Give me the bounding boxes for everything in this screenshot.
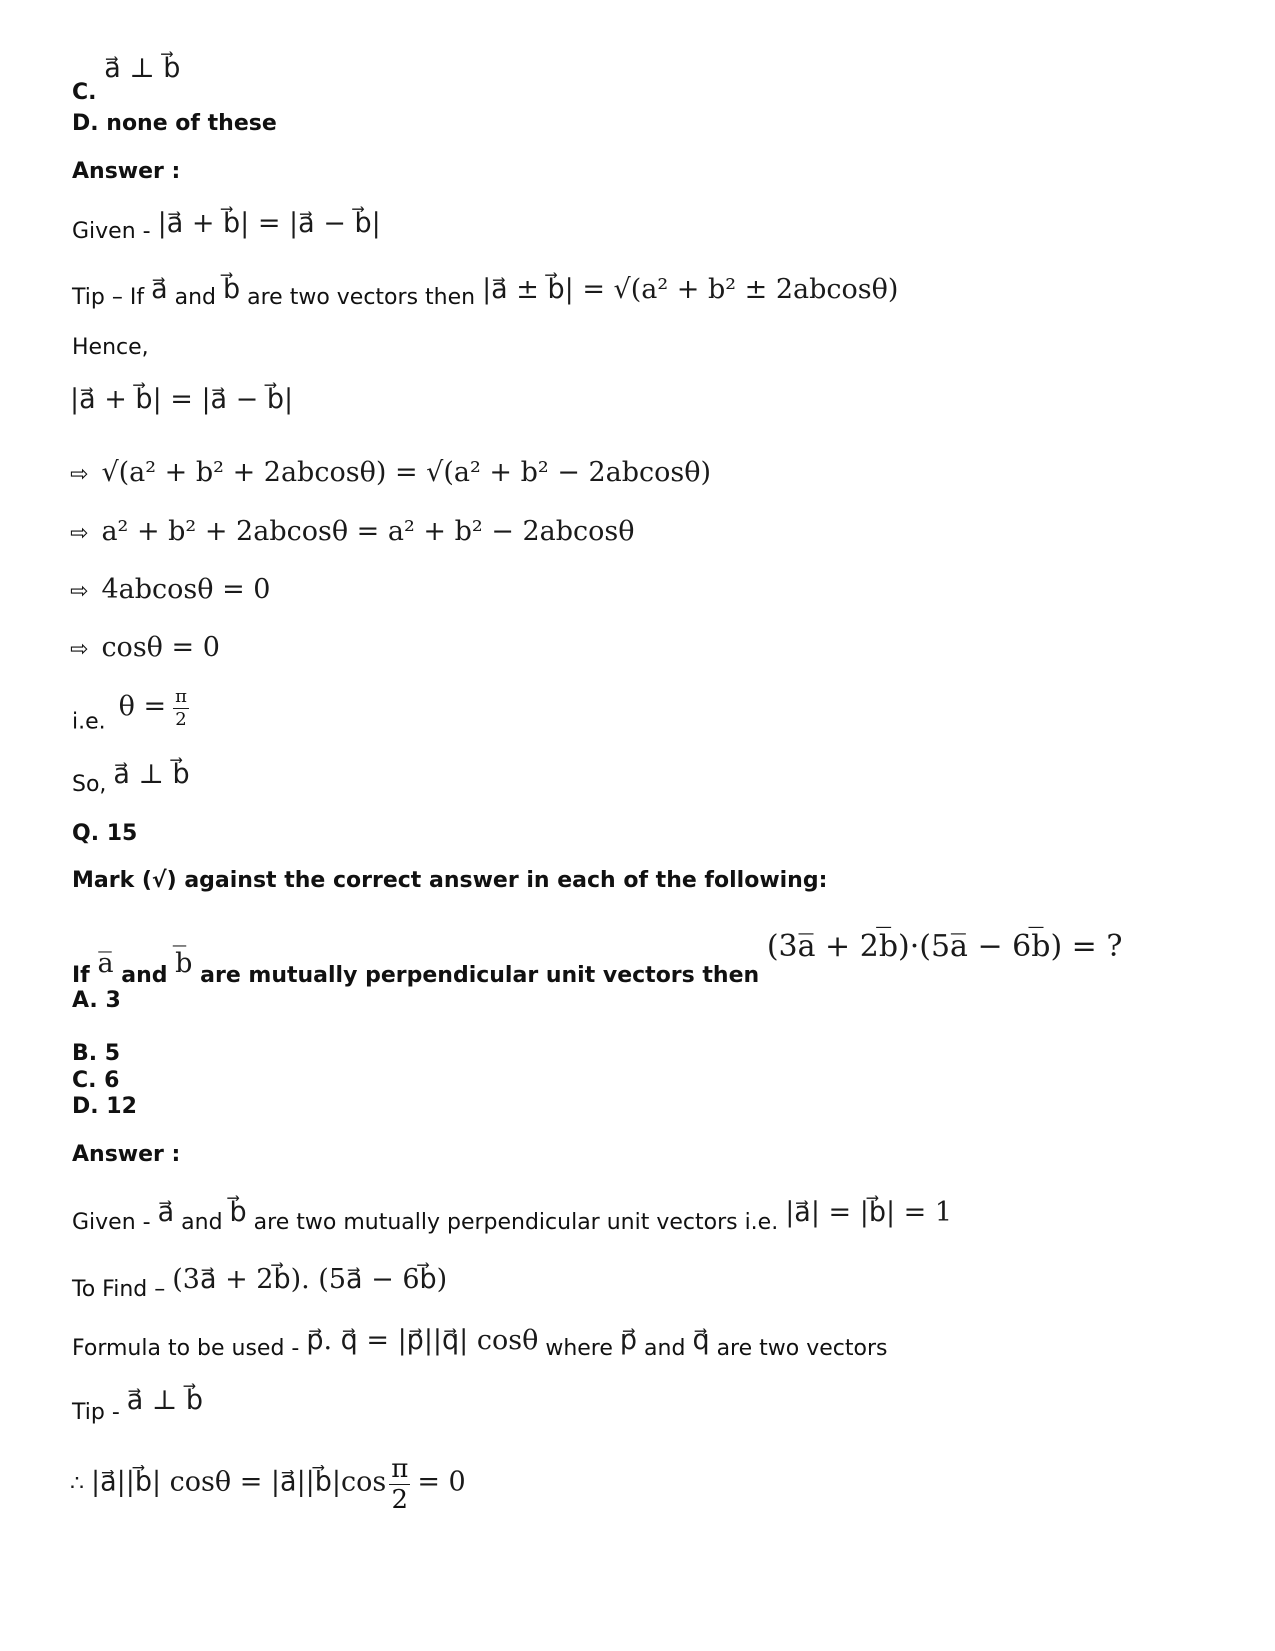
- q15-text: are mutually perpendicular unit vectors then: [200, 963, 760, 988]
- q14-so: [72, 759, 190, 800]
- q14-so-label: So,: [72, 772, 107, 797]
- q15-math: (3a̅ + 2b̅)·(5a̅ − 6b̅) = ?: [766, 929, 1123, 964]
- q15-option-c: C. 6: [72, 1068, 120, 1093]
- q15-option-a: A. 3: [72, 988, 121, 1013]
- q15-tip: [72, 1385, 204, 1428]
- q15-formula-where: where: [545, 1336, 613, 1361]
- implies-arrow-icon: ⇨: [70, 637, 89, 662]
- q14-given-math: |a⃗ + b⃗| = |a⃗ − b⃗|: [157, 208, 381, 239]
- q15-formula-p: p⃗: [619, 1325, 638, 1356]
- q15-last-line: [70, 1456, 466, 1513]
- q14-step-3: [70, 517, 635, 549]
- q14-step-4-math: 4abcosθ = 0: [101, 574, 271, 605]
- implies-arrow-icon: ⇨: [70, 579, 89, 604]
- q14-step-3-math: a² + b² + 2abcosθ = a² + b² − 2abcosθ: [101, 516, 635, 547]
- q15-if: If: [72, 963, 90, 988]
- q15-option-b: B. 5: [72, 1041, 121, 1066]
- q14-answer-heading: Answer :: [72, 159, 181, 184]
- fraction-numerator: π: [175, 686, 187, 707]
- q14-tip-and: and: [174, 285, 216, 310]
- q14-ie: [72, 688, 189, 738]
- q15-given: [72, 1197, 953, 1238]
- q14-tip-math: |a⃗ ± b⃗| = √(a² + b² ± 2abcosθ): [482, 274, 899, 305]
- fraction-denominator: 2: [175, 709, 187, 730]
- q14-ie-label: i.e.: [72, 709, 106, 735]
- q15-last-math: |a⃗||b⃗| cosθ = |a⃗||b⃗|cos: [91, 1466, 387, 1498]
- fraction-denominator: 2: [391, 1485, 409, 1515]
- q15-a: a̅: [97, 948, 114, 979]
- therefore-icon: ∴: [70, 1471, 84, 1497]
- q14-step-5: [70, 633, 220, 665]
- q15-number: Q. 15: [72, 821, 138, 846]
- q15-last-end: = 0: [417, 1466, 466, 1498]
- q15-given-text: are two mutually perpendicular unit vectors i.e.: [253, 1210, 779, 1235]
- q15-option-d: D. 12: [72, 1094, 137, 1119]
- q15-to-find: [72, 1264, 448, 1305]
- q14-so-math: a⃗ ⊥ b⃗: [113, 759, 190, 790]
- q14-step-2-math: √(a² + b² + 2abcosθ) = √(a² + b² − 2abcosθ): [101, 457, 712, 488]
- q15-tip-math: a⃗ ⊥ b⃗: [126, 1385, 204, 1416]
- implies-arrow-icon: ⇨: [70, 521, 89, 546]
- q14-tip-a: a⃗: [151, 274, 168, 305]
- q15-and: and: [121, 963, 168, 988]
- q15-answer-heading: Answer :: [72, 1142, 181, 1167]
- q15-formula-q: q⃗: [692, 1325, 710, 1356]
- q14-ie-lhs: θ =: [118, 690, 167, 722]
- q15-to-find-label: To Find –: [72, 1277, 166, 1302]
- q14-tip-prefix: Tip – If: [72, 285, 145, 310]
- implies-arrow-icon: ⇨: [70, 462, 89, 487]
- q14-option-d: D. none of these: [72, 111, 277, 136]
- q15-given-math: |a⃗| = |b⃗| = 1: [785, 1197, 953, 1228]
- q15-tip-label: Tip -: [72, 1400, 120, 1425]
- q14-step-1: |a⃗ + b⃗| = |a⃗ − b⃗|: [70, 384, 294, 415]
- q15-question: [72, 929, 1123, 991]
- q14-step-4: [70, 575, 270, 607]
- q15-formula-end: are two vectors: [716, 1336, 888, 1361]
- q14-step-2: [70, 458, 711, 490]
- q14-given: [72, 208, 381, 247]
- q15-given-label: Given -: [72, 1210, 151, 1235]
- q15-given-b: b⃗: [229, 1197, 247, 1228]
- q15-formula-and: and: [644, 1336, 686, 1361]
- q14-option-c-label: C.: [72, 80, 97, 105]
- q14-given-label: Given -: [72, 219, 151, 244]
- q14-tip-mid: are two vectors then: [247, 285, 476, 310]
- q14-hence: Hence,: [72, 335, 149, 360]
- q14-option-c-math: a⃗ ⊥ b⃗: [104, 53, 181, 84]
- fraction-numerator: π: [391, 1454, 409, 1484]
- q14-ie-fraction: [173, 688, 189, 729]
- q15-formula: [72, 1325, 888, 1364]
- q15-given-and: and: [181, 1210, 223, 1235]
- q14-step-5-math: cosθ = 0: [101, 632, 220, 663]
- q15-given-a: a⃗: [157, 1197, 175, 1228]
- q14-tip-b: b⃗: [223, 274, 241, 305]
- q15-to-find-math: (3a⃗ + 2b⃗). (5a⃗ − 6b⃗): [172, 1264, 448, 1295]
- q15-instruction: Mark (√) against the correct answer in each of the following:: [72, 868, 828, 893]
- q14-option-c: [72, 53, 181, 108]
- q15-formula-math: p⃗. q⃗ = |p⃗||q⃗| cosθ: [306, 1325, 539, 1356]
- q15-formula-label: Formula to be used -: [72, 1336, 300, 1361]
- q14-tip: [72, 274, 899, 313]
- q15-last-fraction: [389, 1456, 410, 1513]
- q15-b: b̅: [175, 948, 193, 979]
